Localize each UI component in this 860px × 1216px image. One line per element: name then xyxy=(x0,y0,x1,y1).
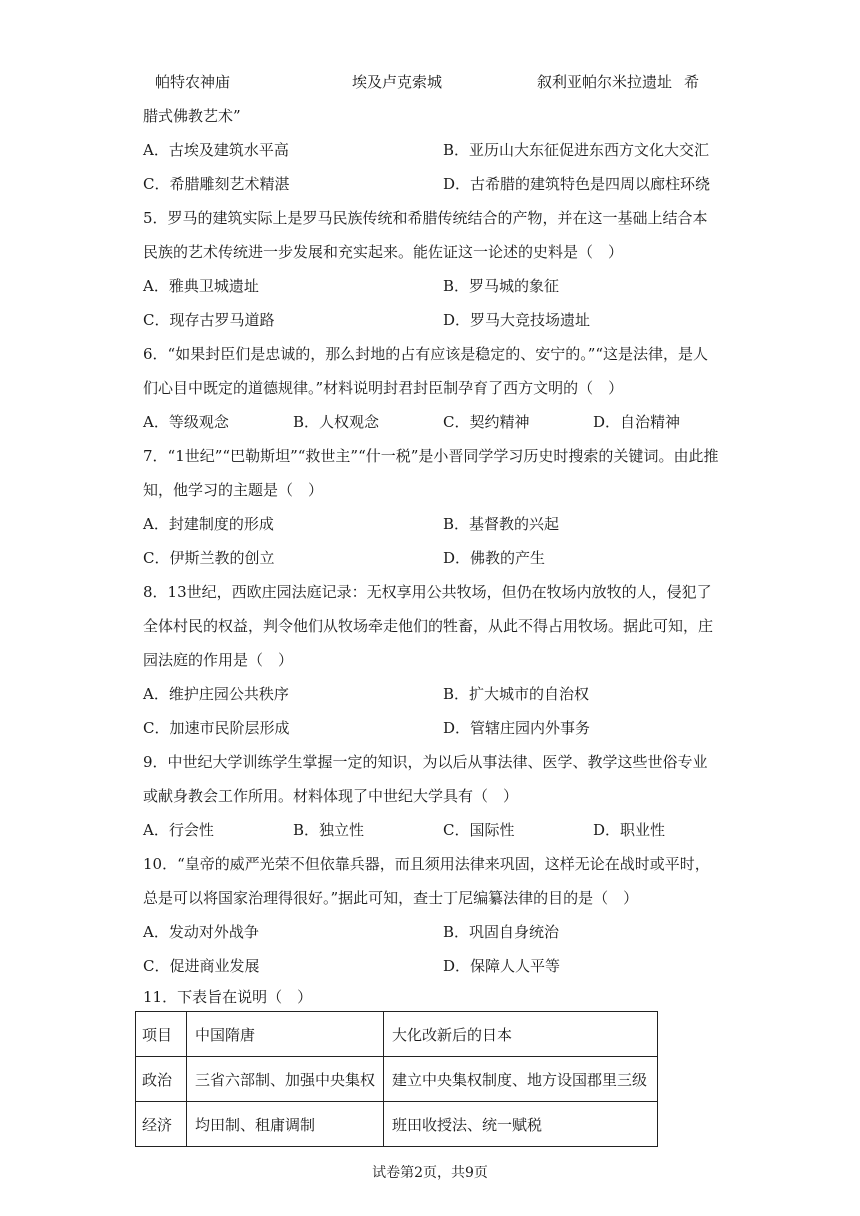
table-cell: 班田收授法、统一赋税 xyxy=(384,1102,658,1147)
q10-option-d[interactable]: D．保障人人平等 xyxy=(443,957,561,975)
q5-option-d[interactable]: D．罗马大竞技场遗址 xyxy=(443,311,591,329)
q4-option-d[interactable]: D．古希腊的建筑特色是四周以廊柱环绕 xyxy=(443,175,711,193)
q7-option-c[interactable]: C．伊斯兰教的创立 xyxy=(143,549,275,567)
q10-stem-line-2: 总是可以将国家治理得很好。”据此可知，查士丁尼编纂法律的目的是（ ） xyxy=(143,889,639,907)
q10-option-a[interactable]: A．发动对外战争 xyxy=(143,923,259,941)
table-cell: 项目 xyxy=(136,1012,187,1057)
table-cell: 建立中央集权制度、地方设国郡里三级 xyxy=(384,1057,658,1102)
q9-option-d[interactable]: D．职业性 xyxy=(593,821,666,839)
table-row xyxy=(136,1012,658,1057)
q8-option-d[interactable]: D．管辖庄园内外事务 xyxy=(443,719,591,737)
q4-option-b[interactable]: B．亚历山大东征促进东西方文化大交汇 xyxy=(443,141,710,159)
q6-option-a[interactable]: A．等级观念 xyxy=(143,413,229,431)
q8-stem-line-1: 8．13世纪，西欧庄园法庭记录：无权享用公共牧场，但仍在牧场内放牧的人，侵犯了 xyxy=(143,583,712,601)
page-footer: 试卷第2页，共9页 xyxy=(372,1165,488,1181)
q5-option-c[interactable]: C．现存古罗马道路 xyxy=(143,311,275,329)
caption-parthenon: 帕特农神庙 xyxy=(155,73,231,91)
q5-option-a[interactable]: A．雅典卫城遗址 xyxy=(143,277,259,295)
q9-option-b[interactable]: B．独立性 xyxy=(293,821,365,839)
q9-stem-line-2: 或献身教会工作所用。材料体现了中世纪大学具有（ ） xyxy=(143,787,519,805)
caption-palmyra: 叙利亚帕尔米拉遗址 xyxy=(537,73,673,91)
q11-stem: 11．下表旨在说明（ ） xyxy=(143,988,313,1006)
q6-stem-line-1: 6．“如果封臣们是忠诚的，那么封地的占有应该是稳定的、安宁的。”“这是法律，是人 xyxy=(143,345,709,363)
table-cell: 均田制、租庸调制 xyxy=(187,1102,384,1147)
q4-option-c[interactable]: C．希腊雕刻艺术精湛 xyxy=(143,175,290,193)
q5-stem-line-1: 5．罗马的建筑实际上是罗马民族传统和希腊传统结合的产物，并在这一基础上结合本 xyxy=(143,209,708,227)
q9-option-a[interactable]: A．行会性 xyxy=(143,821,214,839)
caption-greek-buddhist-art: 希 xyxy=(684,73,700,91)
q10-stem-line-1: 10．“皇帝的威严光荣不但依靠兵器，而且须用法律来巩固，这样无论在战时或平时， xyxy=(143,855,710,873)
table-cell: 大化改新后的日本 xyxy=(384,1012,658,1057)
q7-stem-line-1: 7．“1世纪”“巴勒斯坦”“救世主”“什一税”是小晋同学学习历史时搜索的关键词。由此推 xyxy=(143,447,719,465)
q9-stem-line-1: 9．中世纪大学训练学生掌握一定的知识，为以后从事法律、医学、教学这些世俗专业 xyxy=(143,753,708,771)
q8-option-b[interactable]: B．扩大城市的自治权 xyxy=(443,685,590,703)
q8-stem-line-3: 园法庭的作用是（ ） xyxy=(143,651,294,669)
q8-stem-line-2: 全体村民的权益，判令他们从牧场牵走他们的牲畜，从此不得占用牧场。据此可知，庄 xyxy=(143,617,714,635)
table-row xyxy=(136,1057,658,1102)
caption-continuation: 腊式佛教艺术” xyxy=(143,107,241,125)
q5-stem-line-2: 民族的艺术传统进一步发展和充实起来。能佐证这一论述的史料是（ ） xyxy=(143,243,624,261)
q11-comparison-table xyxy=(135,1011,658,1147)
q7-option-b[interactable]: B．基督教的兴起 xyxy=(443,515,560,533)
q8-option-c[interactable]: C．加速市民阶层形成 xyxy=(143,719,290,737)
table-cell: 中国隋唐 xyxy=(187,1012,384,1057)
q7-option-a[interactable]: A．封建制度的形成 xyxy=(143,515,274,533)
q6-option-c[interactable]: C．契约精神 xyxy=(443,413,530,431)
image-caption-row xyxy=(0,72,860,92)
q9-option-c[interactable]: C．国际性 xyxy=(443,821,515,839)
table-row xyxy=(136,1102,658,1147)
caption-luxor: 埃及卢克索城 xyxy=(352,73,443,91)
q6-option-d[interactable]: D．自治精神 xyxy=(593,413,681,431)
q6-option-b[interactable]: B．人权观念 xyxy=(293,413,380,431)
q10-option-c[interactable]: C．促进商业发展 xyxy=(143,957,260,975)
q7-option-d[interactable]: D．佛教的产生 xyxy=(443,549,546,567)
q8-option-a[interactable]: A．维护庄园公共秩序 xyxy=(143,685,289,703)
q10-option-b[interactable]: B．巩固自身统治 xyxy=(443,923,560,941)
table-cell: 政治 xyxy=(136,1057,187,1102)
q7-stem-line-2: 知，他学习的主题是（ ） xyxy=(143,481,324,499)
q6-stem-line-2: 们心目中既定的道德规律。”材料说明封君封臣制孕育了西方文明的（ ） xyxy=(143,379,624,397)
table-cell: 经济 xyxy=(136,1102,187,1147)
q4-option-a[interactable]: A．古埃及建筑水平高 xyxy=(143,141,289,159)
table-cell: 三省六部制、加强中央集权 xyxy=(187,1057,384,1102)
q5-option-b[interactable]: B．罗马城的象征 xyxy=(443,277,560,295)
